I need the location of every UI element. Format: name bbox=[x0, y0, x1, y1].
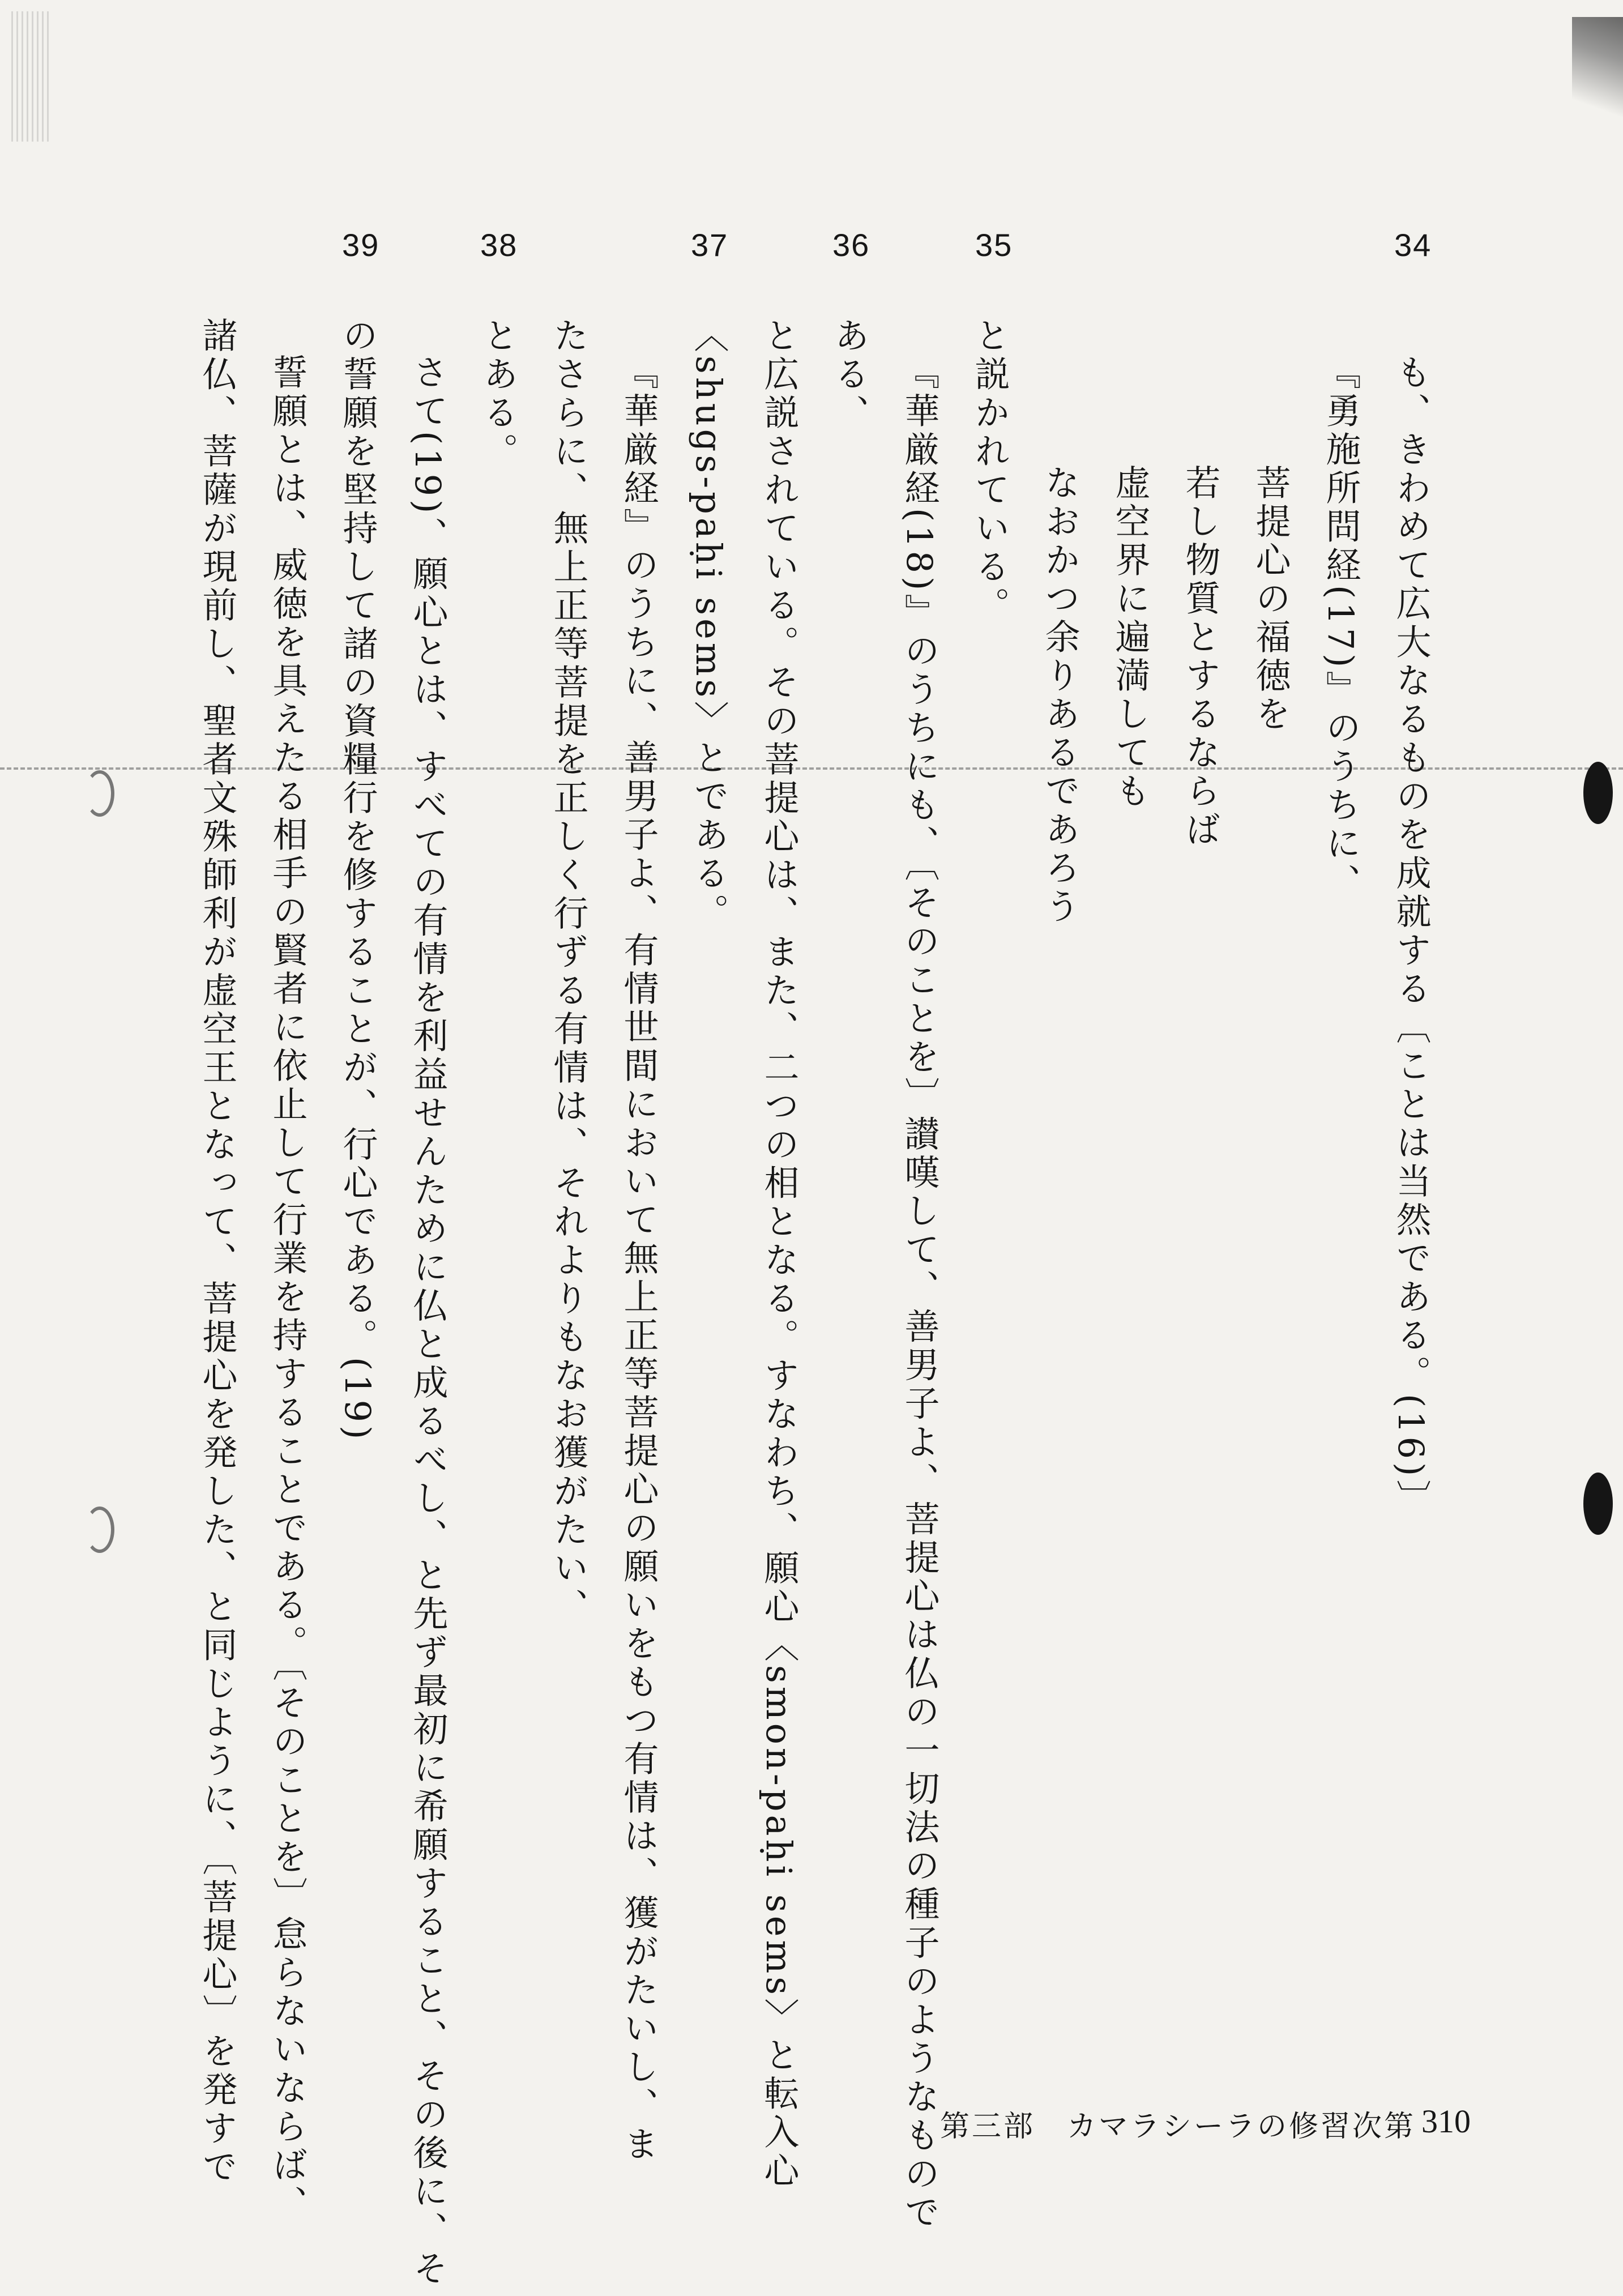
text-line: 誓願とは、威徳を具えたる相手の賢者に依止して行業を持することである。〔そのことを〕怠らないならば、 bbox=[267, 354, 308, 2224]
text-line: ある、 bbox=[828, 317, 870, 433]
text-line: と広説されている。その菩提心は、また、二つの相となる。すなわち、願心〈smon-paḥi sems〉と転入心 bbox=[758, 317, 800, 2191]
punch-hole-icon bbox=[1583, 762, 1613, 824]
line-number: 39 bbox=[342, 227, 380, 263]
text-line: の誓願を堅持して諸の資糧行を修することが、行心である。(19) bbox=[337, 317, 378, 1443]
text-line: 諸仏、菩薩が現前し、聖者文殊師利が虚空王となって、菩提心を発した、と同じように、〔菩提心〕を発すで bbox=[197, 317, 238, 2187]
text-line: たさらに、無上正等菩提を正しく行ずる有情は、それよりもなお獲がたい、 bbox=[548, 317, 589, 1627]
verse-line: 若し物質とするならば bbox=[1180, 464, 1221, 850]
binding-mark-icon bbox=[85, 1507, 114, 1553]
text-line: さて(19)、願心とは、すべての有情を利益せんために仏と成るべし、と先ず最初に希願すること、その後に、そ bbox=[407, 354, 449, 2289]
scan-fold-line bbox=[0, 767, 1623, 770]
line-number: 36 bbox=[832, 227, 870, 263]
line-number: 38 bbox=[480, 227, 518, 263]
text-line: 『華厳経(18)』のうちにも、〔そのことを〕讃嘆して、善男子よ、菩提心は仏の一切法の種子のようなもので bbox=[899, 354, 940, 2233]
text-line: 『華厳経』のうちに、善男子よ、有情世間において無上正等菩提心の願いをもつ有情は、獲がたいし、ま bbox=[618, 354, 659, 2164]
text-line: も、きわめて広大なるものを成就する〔ことは当然である。(16)〕 bbox=[1390, 354, 1432, 1518]
verse-line: 虚空界に遍満しても bbox=[1109, 464, 1151, 811]
scan-noise-corner bbox=[11, 11, 51, 142]
text-line: 『勇施所問経(17)』のうちに、 bbox=[1320, 354, 1361, 902]
text-line: 〈shugs-paḥi sems〉とである。 bbox=[688, 317, 729, 932]
binding-mark-icon bbox=[85, 770, 114, 817]
page-number: 310 bbox=[1421, 2103, 1471, 2140]
text-line: と説かれている。 bbox=[969, 317, 1010, 625]
punch-hole-icon bbox=[1583, 1473, 1613, 1535]
running-footer-section: 第三部 カマラシーラの修習次第 bbox=[940, 2110, 1416, 2144]
verse-line: 菩提心の福徳を bbox=[1250, 464, 1291, 734]
text-line: とある。 bbox=[477, 317, 519, 471]
scan-shadow-corner bbox=[1572, 17, 1623, 125]
line-number: 37 bbox=[691, 227, 729, 263]
verse-line: なおかつ余りあるであろう bbox=[1039, 464, 1080, 927]
line-number: 35 bbox=[975, 227, 1013, 263]
line-number: 34 bbox=[1394, 227, 1432, 263]
